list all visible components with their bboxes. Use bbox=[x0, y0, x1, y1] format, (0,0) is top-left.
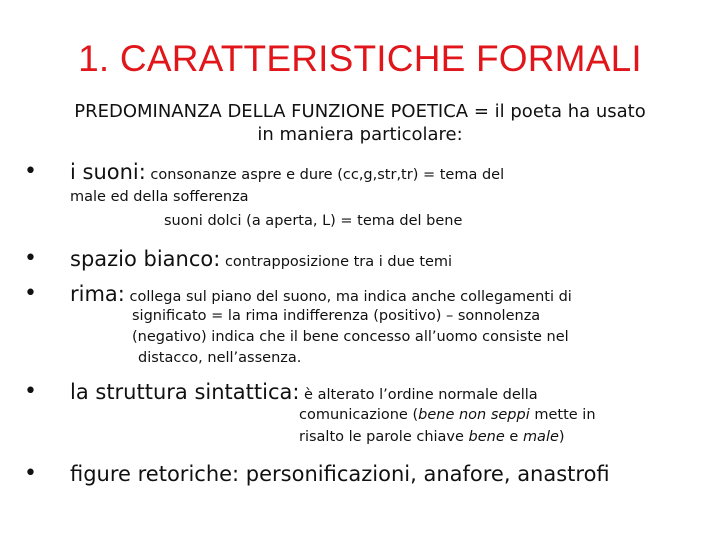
struttura-line-2: comunicazione (bene non seppi mette in bbox=[299, 407, 596, 423]
intro-text bbox=[40, 100, 680, 146]
suoni-line-1: consonanze aspre e dure (cc,g,str,tr) = tema del bbox=[145, 167, 505, 183]
spazio-text: contrapposizione tra i due temi bbox=[220, 254, 453, 270]
rima-line-4: distacco, nell’assenza. bbox=[138, 350, 302, 366]
struttura-term: la struttura sintattica: bbox=[70, 380, 300, 404]
suoni-line-2: male ed della sofferenza bbox=[70, 189, 249, 205]
rima-line-3: (negativo) indica che il bene concesso all’uomo consiste nel bbox=[132, 329, 569, 345]
suoni-line-3: suoni dolci (a aperta, L) = tema del bene bbox=[164, 213, 463, 229]
bullet-icon: • bbox=[24, 461, 37, 486]
rima-line-1: collega sul piano del suono, ma indica anche collegamenti di bbox=[124, 289, 572, 305]
struttura-line-1: è alterato l’ordine normale della bbox=[299, 387, 538, 403]
intro-line-2: in maniera particolare: bbox=[257, 124, 463, 145]
intro-line-1: PREDOMINANZA DELLA FUNZIONE POETICA = il poeta ha usato bbox=[74, 101, 646, 122]
slide-title: 1. CARATTERISTICHE FORMALI bbox=[78, 38, 642, 79]
suoni-term: i suoni: bbox=[70, 160, 146, 184]
rima-line-2: significato = la rima indifferenza (positivo) – sonnolenza bbox=[132, 308, 541, 324]
rima-term: rima: bbox=[70, 282, 125, 306]
bullet-icon: • bbox=[24, 246, 37, 271]
bullet-icon: • bbox=[24, 159, 37, 184]
bullet-icon: • bbox=[24, 379, 37, 404]
struttura-line-3: risalto le parole chiave bene e male) bbox=[299, 429, 565, 445]
spazio-term: spazio bianco: bbox=[70, 247, 221, 271]
bullet-icon: • bbox=[24, 281, 37, 306]
figure-text: figure retoriche: personificazioni, anafore, anastrofi bbox=[70, 462, 610, 486]
